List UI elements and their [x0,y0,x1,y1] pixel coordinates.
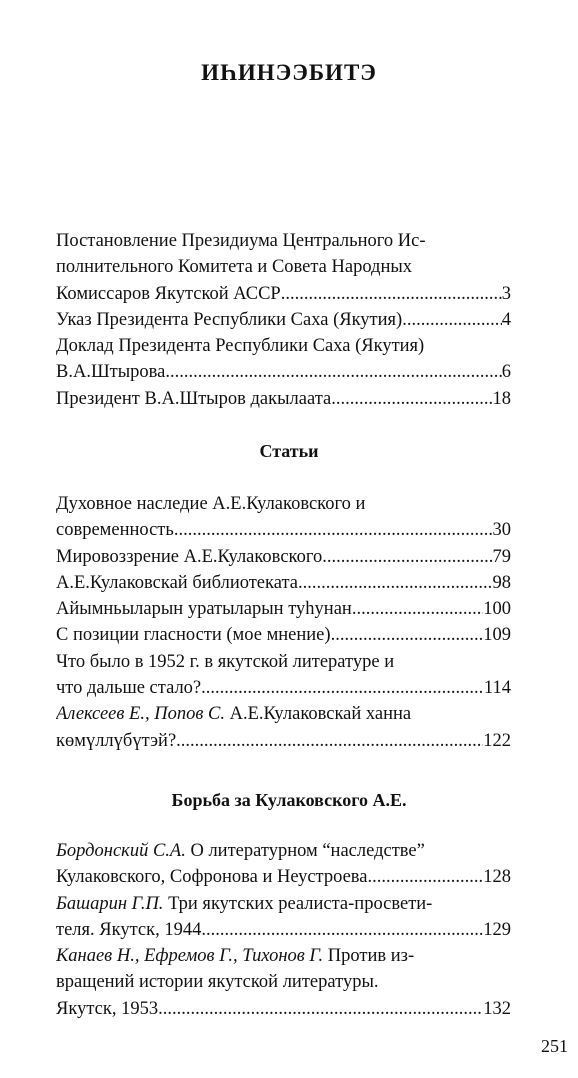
entry-text: теля. Якутск, 1944 [56,919,202,940]
dot-leader [281,281,502,307]
entry-page-number: 100 [483,599,511,620]
page-number: 251 [541,1036,568,1056]
entry-page-number: 109 [483,625,511,646]
entry-text: Против из- [327,946,415,967]
toc-entry [56,622,511,648]
entry-page-number: 122 [483,730,511,751]
entry-text: современность [56,520,174,541]
entry-last-line [56,517,511,543]
dot-leader [165,359,501,385]
entry-page-number: 129 [483,919,511,940]
entry-page-number: 4 [501,309,511,330]
toc-entry [56,491,511,544]
dot-leader [174,517,493,543]
entry-author: Башарин Г.П. [56,893,164,914]
dot-leader [298,570,493,596]
dot-leader [201,675,484,701]
entry-text-line: Постановление Президиума Центрального Ис- [56,231,426,251]
entry-last-line [56,675,511,701]
dot-leader [331,386,492,412]
entry-page-number: 132 [483,998,511,1019]
toc-entry [56,596,511,622]
toc-entry [56,228,511,307]
toc-section-decrees [56,228,511,412]
toc-section-articles [56,491,511,754]
entry-text: көмүллүбүтэй? [56,730,177,751]
entry-text: С позиции гласности (мое мнение) [56,625,331,646]
toc-entry [56,891,511,944]
entry-last-line [56,917,511,943]
toc-entry [56,649,511,702]
entry-text: Указ Президента Республики Саха (Якутия) [56,309,403,330]
entry-author: Канаев Н., Ефремов Г., Тихонов Г. [56,946,324,967]
entry-page-number: 18 [492,388,511,409]
entry-text-line: Духовное наследие А.Е.Кулаковского и [56,494,366,514]
entry-text-line [56,701,511,727]
dot-leader [331,622,484,648]
entry-text-line [56,838,511,864]
entry-text: Якутск, 1953 [56,998,159,1019]
entry-text: Комиссаров Якутской АССР [56,283,281,304]
entry-text: Мировоззрение А.Е.Кулаковского [56,546,323,567]
toc-entry [56,307,511,333]
toc-entry [56,838,511,891]
entry-last-line [56,359,511,385]
entry-page-number: 6 [501,362,511,383]
entry-text-line: Доклад Президента Республики Саха (Якутия) [56,336,425,357]
entry-page-number: 98 [492,572,511,593]
entry-page-number: 30 [492,520,511,541]
entry-text-line: вращений истории якутской литературы. [56,972,379,993]
entry-author: Алексеев Е., Попов С. [56,704,225,725]
toc-entry [56,333,511,386]
section-heading-struggle: Борьба за Кулаковского А.Е. [171,790,407,810]
toc-entry [56,701,511,754]
dot-leader [201,917,483,943]
entry-page-number: 3 [501,283,511,304]
entry-page-number: 79 [492,546,511,567]
toc-section-struggle [56,838,511,1022]
entry-text: что дальше стало? [56,678,202,699]
dot-leader [352,596,483,622]
entry-text-line [56,891,511,917]
toc-entry [56,386,511,412]
entry-last-line [56,307,511,333]
entry-last-line [56,728,511,754]
entry-author: Бордонский С.А. [56,841,186,861]
dot-leader [368,864,484,890]
entry-last-line [56,996,511,1022]
entry-text: Кулаковского, Софронова и Неустроева [56,867,368,888]
entry-last-line [56,622,511,648]
dot-leader [176,728,483,754]
dot-leader [158,996,483,1022]
entry-last-line [56,864,511,890]
entry-page-number: 114 [483,678,511,699]
dot-leader [322,544,492,570]
dot-leader [402,307,502,333]
entry-page-number: 128 [483,867,511,888]
page-title: ИҺИНЭЭБИТЭ [201,60,377,85]
entry-text: В.А.Штырова [56,362,166,383]
entry-last-line [56,281,511,307]
entry-last-line [56,544,511,570]
entry-last-line [56,386,511,412]
entry-text: Айымньыларын уратыларын туһунан [56,599,352,620]
toc-entry [56,544,511,570]
toc-entry [56,943,511,1022]
entry-last-line [56,596,511,622]
entry-text: А.Е.Кулаковскай ханна [229,704,412,725]
entry-last-line [56,570,511,596]
entry-text-line: Что было в 1952 г. в якутской литературе и [56,651,395,672]
entry-text: О литературном “наследстве” [190,841,425,861]
entry-text: А.Е.Кулаковскай библиотеката [56,572,298,593]
entry-text: Три якутских реалиста-просвети- [168,893,433,914]
entry-text-line: полнительного Комитета и Совета Народных [56,257,413,278]
entry-text: Президент В.А.Штыров дакылаата [56,388,332,409]
section-heading-articles: Статьи [259,441,319,461]
entry-text-line [56,943,511,969]
toc-entry [56,570,511,596]
